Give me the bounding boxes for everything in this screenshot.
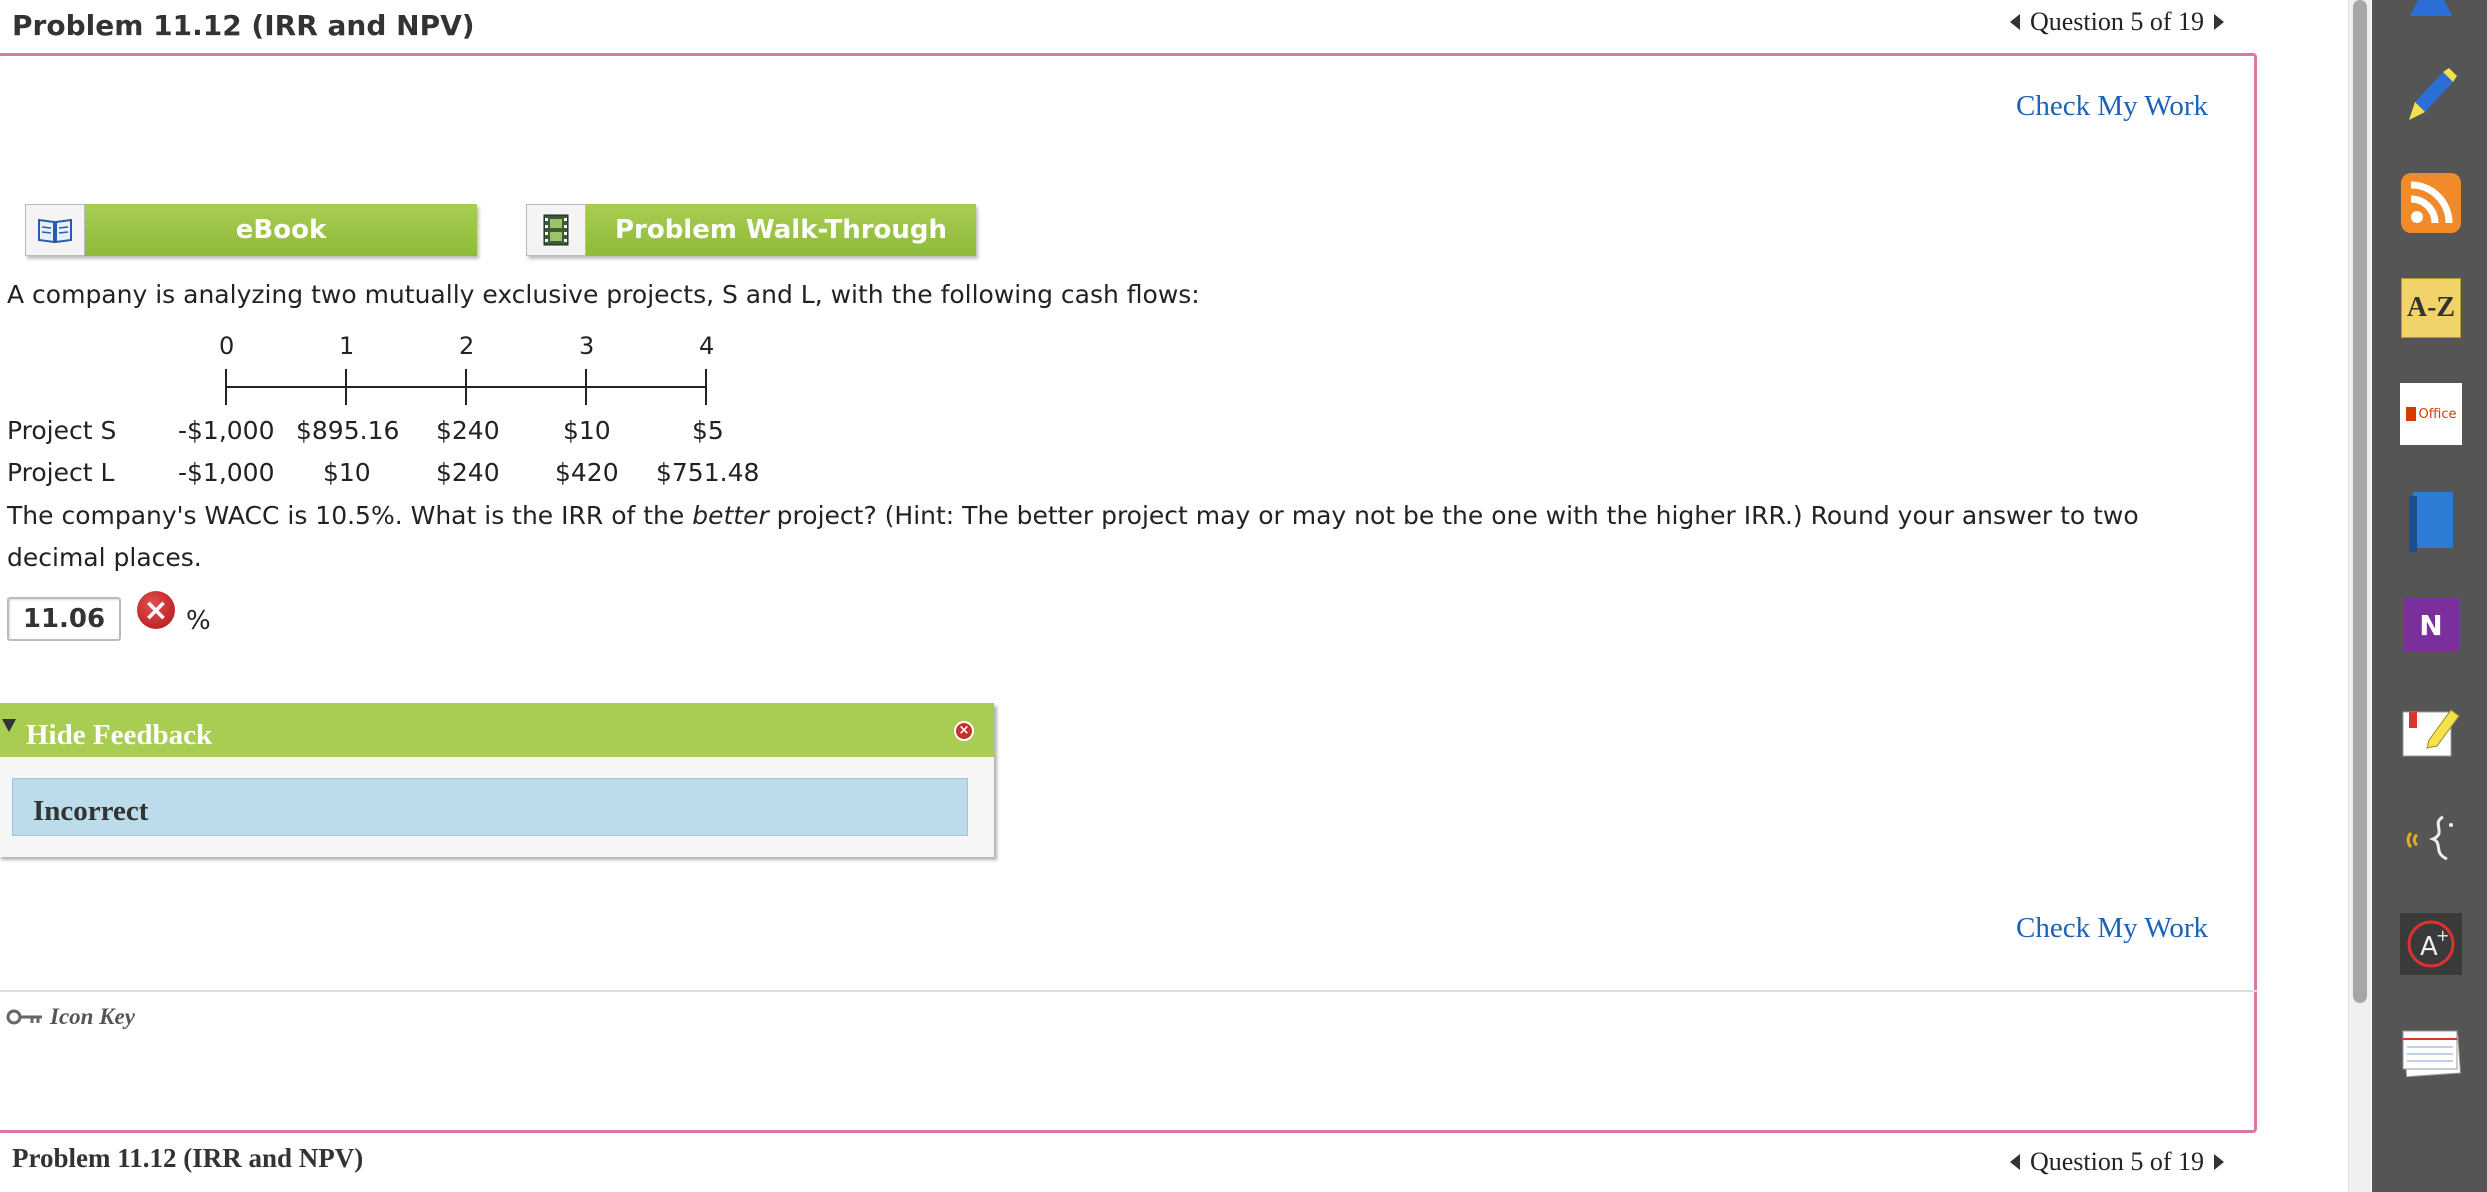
icon-key-link[interactable] — [6, 1004, 135, 1030]
collapse-triangle-icon — [2, 719, 16, 732]
period-label: 0 — [219, 332, 235, 360]
period-label: 4 — [699, 332, 715, 360]
question-text — [7, 495, 2207, 579]
footer-question-counter[interactable]: Question 5 of 19 — [2029, 1147, 2204, 1176]
top-bar — [0, 0, 2260, 52]
cash-flow-value: $895.16 — [296, 416, 400, 445]
question-nav — [2010, 7, 2224, 37]
feedback-result-box — [12, 778, 968, 836]
period-label: 2 — [459, 332, 475, 360]
highlighter-pen-icon[interactable] — [2400, 65, 2462, 127]
answer-unit: % — [186, 606, 211, 636]
google-drive-icon[interactable] — [2400, 0, 2462, 32]
cash-flow-value: $5 — [692, 416, 724, 445]
feedback-result: Incorrect — [33, 795, 149, 827]
cash-flow-value: -$1,000 — [178, 416, 275, 445]
office-icon[interactable] — [2400, 383, 2462, 445]
rss-feed-icon[interactable] — [2400, 172, 2462, 234]
cash-flow-value: $10 — [563, 416, 611, 445]
cash-flow-value: $10 — [323, 458, 371, 487]
book-icon — [25, 204, 85, 256]
text-to-speech-icon[interactable] — [2400, 807, 2462, 869]
svg-text:A: A — [2420, 932, 2438, 962]
walkthrough-label: Problem Walk-Through — [586, 204, 976, 256]
office-badge — [2400, 383, 2462, 445]
problem-walkthrough-button[interactable] — [526, 204, 976, 256]
next-question-icon[interactable] — [2214, 14, 2224, 30]
bottom-bar — [0, 1137, 2260, 1192]
onenote-icon[interactable] — [2400, 594, 2462, 656]
cash-flow-value: $240 — [436, 458, 500, 487]
cash-flow-value: $420 — [555, 458, 619, 487]
check-my-work-link-top[interactable]: Check My Work — [2016, 90, 2209, 122]
book-reader-icon[interactable] — [2400, 490, 2462, 552]
timeline-axis — [220, 367, 710, 407]
office-logo-icon — [2406, 407, 2416, 421]
svg-text:+: + — [2436, 926, 2450, 945]
footer-question-nav — [2010, 1147, 2224, 1177]
scrollbar-thumb[interactable] — [2353, 0, 2367, 1003]
divider — [0, 990, 2257, 992]
key-icon — [6, 1007, 44, 1027]
answer-input[interactable]: 11.06 — [7, 597, 121, 641]
aplus-grade-icon[interactable] — [2400, 913, 2462, 975]
close-feedback-icon[interactable]: × — [954, 721, 974, 741]
next-question-icon[interactable] — [2214, 1154, 2224, 1170]
project-s-label: Project S — [7, 416, 117, 445]
footer-problem-title: Problem 11.12 (IRR and NPV) — [12, 1143, 364, 1173]
feedback-panel — [0, 703, 994, 857]
check-my-work-link-bottom[interactable]: Check My Work — [2016, 912, 2209, 944]
tools-dock — [2372, 0, 2487, 1192]
cash-flow-value: -$1,000 — [178, 458, 275, 487]
incorrect-x-icon: × — [137, 591, 175, 629]
hide-feedback-label: Hide Feedback — [26, 719, 213, 751]
question-text-part2: project? (Hint: The better project may or may not be the one with the higher IRR.) Round your answer to two decimal places. — [7, 501, 2139, 572]
vertical-scrollbar[interactable] — [2348, 0, 2371, 1192]
question-emphasis: better — [692, 501, 769, 530]
question-text-part1: The company's WACC is 10.5%. What is the IRR of the — [7, 501, 693, 530]
previous-question-icon[interactable] — [2010, 14, 2020, 30]
ebook-button[interactable] — [25, 204, 477, 256]
flashcards-icon[interactable] — [2400, 1020, 2462, 1082]
film-icon — [526, 204, 586, 256]
glossary-az-icon[interactable] — [2400, 277, 2462, 339]
notes-pencil-icon[interactable] — [2400, 700, 2462, 762]
project-l-label: Project L — [7, 458, 115, 487]
onenote-label: N — [2403, 598, 2459, 652]
question-counter[interactable]: Question 5 of 19 — [2029, 7, 2204, 36]
problem-intro: A company is analyzing two mutually exclusive projects, S and L, with the following cash flows: — [7, 280, 1200, 309]
period-label: 3 — [579, 332, 595, 360]
problem-title: Problem 11.12 (IRR and NPV) — [12, 9, 475, 42]
cash-flow-value: $751.48 — [656, 458, 760, 487]
icon-key-label: Icon Key — [50, 1004, 135, 1029]
ebook-label: eBook — [85, 204, 477, 256]
previous-question-icon[interactable] — [2010, 1154, 2020, 1170]
az-label: A-Z — [2401, 278, 2461, 338]
cash-flow-value: $240 — [436, 416, 500, 445]
office-label: Office — [2418, 406, 2457, 422]
hide-feedback-toggle[interactable] — [0, 703, 994, 757]
period-label: 1 — [339, 332, 355, 360]
